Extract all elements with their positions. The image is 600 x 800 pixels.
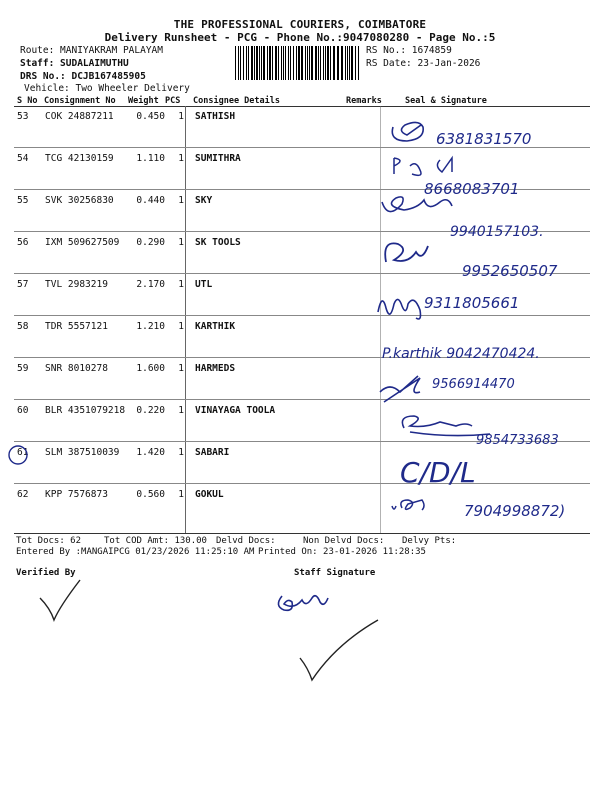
vehicle-label: Vehicle: Two Wheeler Delivery bbox=[24, 83, 190, 94]
row-pcs: 1 bbox=[178, 321, 184, 332]
row-weight: 0.290 bbox=[136, 237, 165, 248]
barcode-bar bbox=[320, 46, 321, 80]
signature-text: C/D/L bbox=[400, 456, 476, 489]
row-consignment: SLM 387510039 bbox=[45, 447, 120, 458]
barcode-bar bbox=[269, 46, 271, 80]
row-consignment: TCG 42130159 bbox=[45, 153, 114, 164]
barcode-bar bbox=[355, 46, 356, 80]
approval-tick-mark bbox=[300, 620, 378, 680]
barcode-bar bbox=[293, 46, 294, 80]
row-weight: 1.600 bbox=[136, 363, 165, 374]
row-consignee: GOKUL bbox=[195, 489, 224, 500]
row-sno: 62 bbox=[17, 489, 29, 500]
barcode-bar bbox=[315, 46, 317, 80]
row-sno: 60 bbox=[17, 405, 29, 416]
delivered-docs: Delvd Docs: bbox=[216, 536, 276, 546]
barcode-bar bbox=[235, 46, 236, 80]
barcode-bar bbox=[246, 46, 247, 80]
barcode-bar bbox=[337, 46, 339, 80]
row-weight: 0.220 bbox=[136, 405, 165, 416]
document-title: THE PROFESSIONAL COURIERS, COIMBATORE bbox=[173, 18, 427, 31]
signature-phone: 9854733683 bbox=[476, 433, 559, 448]
barcode-bar bbox=[261, 46, 262, 80]
table-row bbox=[0, 232, 600, 274]
barcode-bar bbox=[311, 46, 313, 80]
barcode-bar bbox=[254, 46, 255, 80]
barcode-bar bbox=[283, 46, 284, 80]
table-row bbox=[0, 148, 600, 190]
row-consignee: SKY bbox=[195, 195, 213, 206]
row-pcs: 1 bbox=[178, 405, 184, 416]
row-sno: 53 bbox=[17, 111, 29, 122]
row-weight: 0.440 bbox=[136, 195, 165, 206]
row-consignee: SABARI bbox=[195, 447, 230, 458]
barcode-bar bbox=[248, 46, 249, 80]
barcode-bar bbox=[309, 46, 310, 80]
table-row bbox=[0, 484, 600, 526]
row-sno: 54 bbox=[17, 153, 29, 164]
col-remarks: Remarks bbox=[346, 96, 382, 106]
col-pcs: PCS bbox=[165, 96, 181, 106]
row-consignment: COK 24887211 bbox=[45, 111, 114, 122]
non-delivered-docs: Non Delvd Docs: bbox=[303, 536, 385, 546]
signature-phone: 9311805661 bbox=[424, 294, 520, 312]
signature-phone: 6381831570 bbox=[436, 130, 532, 148]
table-row bbox=[0, 358, 600, 400]
col-consignment: Consignment No bbox=[44, 96, 116, 106]
row-consignee: KARTHIK bbox=[195, 321, 236, 332]
rs-number: RS No.: 1674859 bbox=[366, 45, 452, 56]
barcode-bar bbox=[290, 46, 291, 80]
barcode-bar bbox=[333, 46, 335, 80]
barcode-bar bbox=[272, 46, 273, 80]
row-sno: 55 bbox=[17, 195, 29, 206]
row-pcs: 1 bbox=[178, 237, 184, 248]
drs-label: DRS No.: DCJB167485905 bbox=[20, 71, 146, 82]
barcode-bar bbox=[263, 46, 265, 80]
barcode-bar bbox=[358, 46, 359, 80]
row-weight: 0.450 bbox=[136, 111, 165, 122]
row-consignee: SATHISH bbox=[195, 111, 236, 122]
signature-phone: 9940157103. bbox=[450, 224, 544, 240]
staff-label: Staff: SUDALAIMUTHU bbox=[20, 58, 129, 69]
row-sno: 58 bbox=[17, 321, 29, 332]
row-consignee: SK TOOLS bbox=[195, 237, 241, 248]
signature-phone: P.karthik 9042470424. bbox=[382, 346, 540, 362]
barcode bbox=[235, 46, 361, 80]
barcode-bar bbox=[298, 46, 300, 80]
signature-phone: 8668083701 bbox=[424, 180, 520, 198]
row-consignee: HARMEDS bbox=[195, 363, 236, 374]
barcode-bar bbox=[251, 46, 253, 80]
signature-phone: 9952650507 bbox=[462, 262, 558, 280]
row-sno: 56 bbox=[17, 237, 29, 248]
barcode-bar bbox=[305, 46, 306, 80]
table-row bbox=[0, 442, 600, 484]
barcode-bar bbox=[281, 46, 282, 80]
row-sno: 59 bbox=[17, 363, 29, 374]
entered-by: Entered By :MANGAIPCG 01/23/2026 11:25:10 AM bbox=[16, 547, 255, 557]
row-weight: 2.170 bbox=[136, 279, 165, 290]
barcode-bar bbox=[285, 46, 286, 80]
row-consignment: TVL 2983219 bbox=[45, 279, 108, 290]
row-consignment: SNR 8010278 bbox=[45, 363, 108, 374]
row-sno: 57 bbox=[17, 279, 29, 290]
row-consignee: SUMITHRA bbox=[195, 153, 241, 164]
col-seal-signature: Seal & Signature bbox=[405, 96, 487, 106]
barcode-bar bbox=[243, 46, 244, 80]
row-pcs: 1 bbox=[178, 363, 184, 374]
barcode-bar bbox=[330, 46, 331, 80]
barcode-bar bbox=[238, 46, 239, 80]
total-docs: Tot Docs: 62 bbox=[16, 536, 82, 546]
barcode-bar bbox=[349, 46, 350, 80]
route-label: Route: MANIYAKRAM PALAYAM bbox=[20, 45, 163, 56]
barcode-bar bbox=[278, 46, 279, 80]
row-sno: 61 bbox=[17, 447, 29, 458]
row-weight: 1.210 bbox=[136, 321, 165, 332]
table-row bbox=[0, 190, 600, 232]
row-consignment: SVK 30256830 bbox=[45, 195, 114, 206]
row-weight: 1.110 bbox=[136, 153, 165, 164]
table-row bbox=[0, 316, 600, 358]
row-weight: 0.560 bbox=[136, 489, 165, 500]
row-consignment: KPP 7576873 bbox=[45, 489, 108, 500]
barcode-bar bbox=[296, 46, 297, 80]
barcode-bar bbox=[318, 46, 319, 80]
row-pcs: 1 bbox=[178, 447, 184, 458]
barcode-bar bbox=[341, 46, 343, 80]
rs-date: RS Date: 23-Jan-2026 bbox=[366, 58, 481, 69]
barcode-bar bbox=[327, 46, 329, 80]
barcode-bar bbox=[240, 46, 241, 80]
staff-signature-scribble bbox=[278, 596, 328, 611]
barcode-bar bbox=[325, 46, 326, 80]
delivery-points: Delvy Pts: bbox=[402, 536, 457, 546]
row-consignee: UTL bbox=[195, 279, 213, 290]
document-subtitle: Delivery Runsheet - PCG - Phone No.:9047080280 - Page No.:5 bbox=[104, 31, 496, 44]
col-consignee: Consignee Details bbox=[193, 96, 280, 106]
table-row bbox=[0, 274, 600, 316]
verified-tick-mark bbox=[40, 580, 80, 620]
row-weight: 1.420 bbox=[136, 447, 165, 458]
barcode-bar bbox=[323, 46, 324, 80]
barcode-bar bbox=[307, 46, 308, 80]
barcode-bar bbox=[288, 46, 289, 80]
table-row bbox=[0, 106, 600, 148]
col-sno: S No bbox=[17, 96, 38, 106]
printed-on: Printed On: 23-01-2026 11:28:35 bbox=[258, 547, 426, 557]
barcode-bar bbox=[259, 46, 260, 80]
verified-by-label: Verified By bbox=[16, 568, 76, 578]
barcode-bar bbox=[267, 46, 268, 80]
total-cod-amount: Tot COD Amt: 130.00 bbox=[104, 536, 207, 546]
row-pcs: 1 bbox=[178, 111, 184, 122]
row-pcs: 1 bbox=[178, 489, 184, 500]
table-bottom-rule bbox=[14, 533, 590, 534]
signature-phone: 9566914470 bbox=[432, 377, 515, 392]
barcode-bar bbox=[347, 46, 348, 80]
barcode-bar bbox=[301, 46, 303, 80]
staff-signature-label: Staff Signature bbox=[294, 568, 376, 578]
signature-phone: 7904998872) bbox=[464, 502, 566, 520]
barcode-bar bbox=[275, 46, 277, 80]
row-consignee: VINAYAGA TOOLA bbox=[195, 405, 276, 416]
barcode-bar bbox=[345, 46, 346, 80]
row-pcs: 1 bbox=[178, 195, 184, 206]
row-consignment: TDR 5557121 bbox=[45, 321, 108, 332]
table-row bbox=[0, 400, 600, 442]
barcode-bar bbox=[351, 46, 353, 80]
col-weight: Weight bbox=[128, 96, 159, 106]
row-pcs: 1 bbox=[178, 153, 184, 164]
barcode-bar bbox=[256, 46, 258, 80]
row-pcs: 1 bbox=[178, 279, 184, 290]
row-consignment: IXM 509627509 bbox=[45, 237, 120, 248]
row-consignment: BLR 4351079218 bbox=[45, 405, 126, 416]
